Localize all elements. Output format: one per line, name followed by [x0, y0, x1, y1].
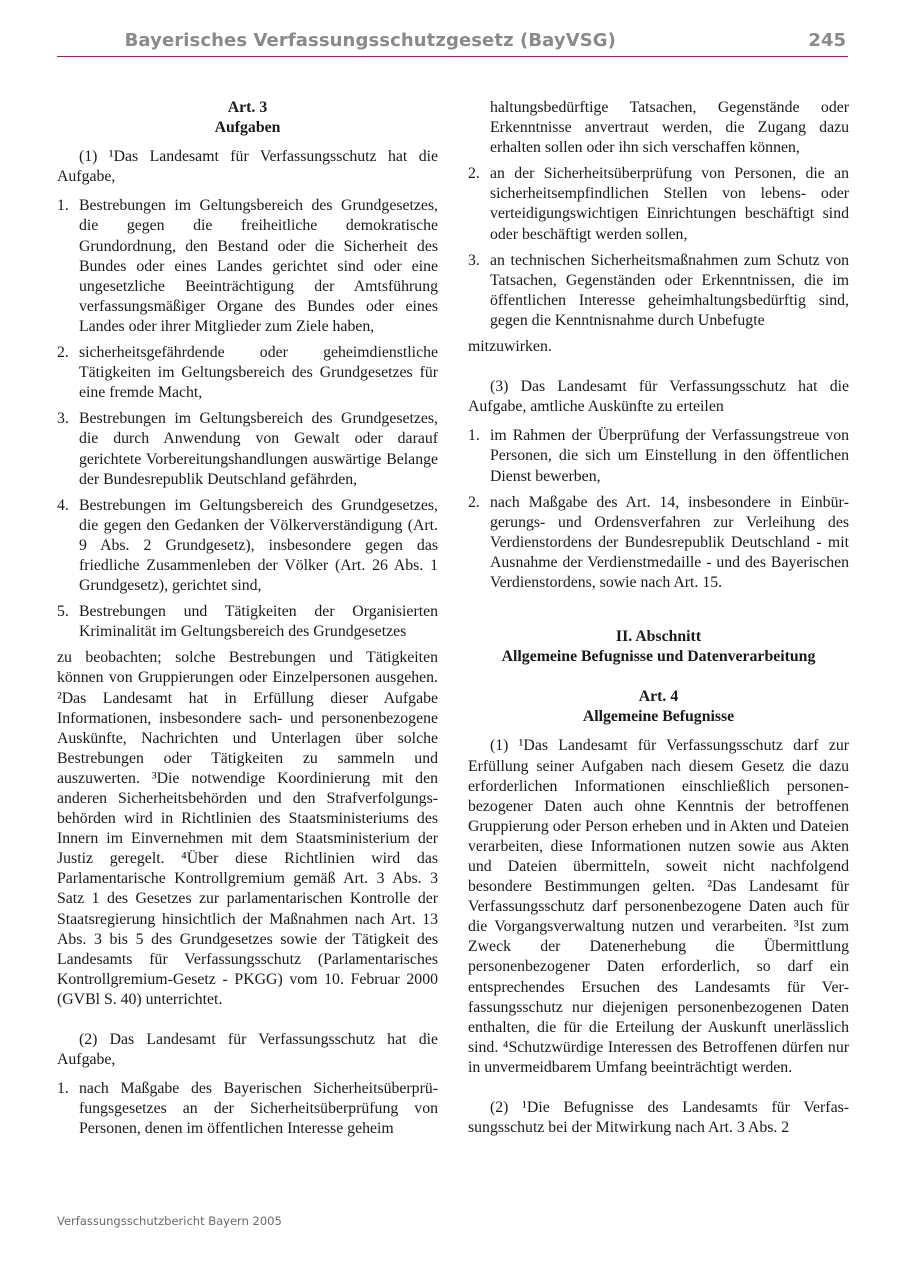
list-item-text: Bestrebungen und Tätigkeiten der Organisierten Kriminalität im Geltungsbereich des Grundgesetzes — [79, 603, 438, 641]
list-item — [57, 496, 438, 596]
list-item-text: Bestrebungen im Geltungsbereich des Grundgesetzes, die durch Anwendung von Gewalt oder darauf gerichtete Vorbereitungshandlungen auswärtige Belange der Bundesrepublik Deutschland gefährden, — [79, 410, 438, 488]
list-item-number: 5. — [57, 603, 69, 621]
art3-paragraph-1-intro: (1) ¹Das Landesamt für Verfassungsschutz hat die Aufgabe, — [57, 148, 438, 186]
list-item-number: 3. — [57, 410, 69, 428]
list-item-text: haltungsbedürftige Tatsachen, Gegenstände oder Erkenntnisse anvertraut werden, die Zugang dazu erhalten sollen oder ihn sich verschaffen können, — [490, 99, 849, 157]
art4-paragraph-2: (2) ¹Die Befugnisse des Landesamts für Verfassungsschutz bei der Mitwirkung nach Art. 3 Abs. 2 — [468, 1099, 849, 1137]
article-3-title: Art. 3 — [227, 99, 268, 116]
art3-paragraph-3-intro: (3) Das Landesamt für Verfassungsschutz hat die Aufgabe, amtliche Auskünfte zu erteilen — [468, 378, 849, 416]
list-item-number: 1. — [57, 197, 69, 215]
running-header — [57, 28, 848, 57]
art3-paragraph-2-list-continued — [468, 98, 849, 331]
list-item-text: nach Maßgabe des Art. 14, insbesondere in Einbürgerungs- und Ordensverfahren zur Verleihung des Verdienstordens der Bundesrepublik Deutschland - mit Ausnahme der Verdienstmedaille - und des Bayerischen Verdienstordens, sowie nach Art. 15. — [490, 493, 849, 591]
list-item-number: 2. — [468, 493, 480, 511]
article-4-title: Art. 4 — [638, 688, 679, 706]
list-item-number: 4. — [57, 496, 69, 514]
list-item — [468, 164, 849, 244]
art4-paragraph-1: (1) ¹Das Landesamt für Verfassungsschutz darf zur Erfüllung seiner Aufgaben nach diesem Gesetz die dazu erforderlichen Informationen einschließlich personenbezogener Daten auch ohne Kenntnis der betroffenen Gruppierung oder Person erheben und in Akten und Dateien verarbeiten, diese Informationen nutzen sowie aus Akten und Dateien übermitteln, soweit nicht nachfolgend besondere Bestimmungen gelten. ²Das Landesamt für Verfassungsschutz darf personenbezogene Daten auch für die Vorgangsverwaltung nutzen und verarbeiten. ³Ist zum Zweck der Datenerhebung die Übermittlung personenbezogener Daten erforderlich, so darf ein entsprechendes Ersuchen des Landesamts für Verfassungsschutz nur diejenigen personenbezogenen Daten enthalten, die für die Erteilung der Auskunft unerlässlich sind. ⁴Schutzwürdige Interessen des Betroffenen dürfen nur in unvermeidbarem Umfang beeinträchtigt werden. — [468, 737, 849, 1076]
list-item-text: nach Maßgabe des Bayerischen Sicherheitsüberprüfungsgesetzes an der Sicherheitsüberprüfung von Personen, denen im öffentlichen Interesse geheim — [79, 1080, 438, 1138]
list-item — [468, 251, 849, 331]
list-item — [468, 98, 849, 158]
list-item-text: an technischen Sicherheitsmaßnahmen zum Schutz von Tatsachen, Gegenständen oder Erkenntnissen, die im öffentlichen Interesse geheimhaltungsbedürftig sind, gegen die Kenntnisnahme durch Unbefugte — [490, 251, 849, 329]
list-item — [57, 409, 438, 489]
art3-paragraph-3-list — [468, 426, 849, 593]
list-item-number: 3. — [468, 251, 480, 269]
list-item-text: im Rahmen der Überprüfung der Verfassungstreue von Personen, die sich um Einstellung in den öffentlichen Dienst bewerben, — [490, 427, 849, 485]
art3-paragraph-2-list — [57, 1079, 438, 1139]
list-item-text: an der Sicherheitsüberprüfung von Personen, die an sicherheitsempfindlichen Stellen von lebens- oder verteidigungswichtigen Einrichtungen beschäftigt sind oder beschäftigt werden sollen, — [490, 165, 849, 243]
section-subtitle: Allgemeine Befugnisse und Datenverarbeitung — [501, 648, 816, 666]
list-item-text: Bestrebungen im Geltungsbereich des Grundgesetzes, die gegen die freiheitliche demokratische Grundordnung, den Bestand oder die Sicherheit des Bundes oder eines Landes gerichtet sind oder eine ungesetzliche Beeinträchtigung der Amtsführung verfassungsmäßiger Organe des Bundes oder eines Landes oder ihrer Mitglieder zum Ziele haben, — [79, 197, 438, 335]
page-number: 245 — [808, 30, 846, 51]
list-item-number: 2. — [57, 344, 69, 362]
list-item — [57, 1079, 438, 1139]
article-3-subtitle: Aufgaben — [214, 119, 281, 137]
right-column — [468, 98, 849, 1138]
art3-paragraph-2-intro: (2) Das Landesamt für Verfassungsschutz hat die Aufgabe, — [57, 1031, 438, 1069]
art3-paragraph-1-conclusion: zu beobachten; solche Bestrebungen und Tätigkeiten können von Gruppierungen oder Einzelpersonen ausgehen. ²Das Landesamt hat in Erfüllung dieser Aufgabe Informationen, insbesondere sach- und personenbezogene Auskünfte, Nachrichten und Unterlagen über solche Bestrebungen oder Tätigkeiten zu sammeln und auszuwerten. ³Die notwendige Koordinierung mit den anderen Sicherheitsbehörden und den Strafverfolgungsbehörden wird in Richtlinien des Staatsministeriums des Innern im Einvernehmen mit dem Staatsministerium der Justiz geregelt. ⁴Über diese Richtlinien wird das Parlamentarische Kontrollgremium gemäß Art. 3 Abs. 3 Satz 1 des Gesetzes zur parlamentarischen Kontrolle der Staatsregierung hinsichtlich der Maßnahmen nach Art. 13 Abs. 3 bis 5 des Grundgesetzes sowie der Tätigkeit des Landesamts für Verfassungsschutz (Parlamentarisches Kontrollgremium-Gesetz - PKGG) vom 10. Februar 2000 (GVBl S. 40) unterrichtet. — [57, 649, 438, 1008]
list-item-number: 1. — [57, 1080, 69, 1098]
list-item — [57, 196, 438, 337]
list-item — [468, 426, 849, 486]
list-item-text: sicherheitsgefährdende oder geheimdienstliche Tätigkeiten im Geltungsbereich des Grundgesetzes für eine fremde Macht, — [79, 344, 438, 402]
section-title: II. Abschnitt — [615, 628, 702, 646]
list-item-text: Bestrebungen im Geltungsbereich des Grundgesetzes, die gegen den Gedanken der Völkerverständigung (Art. 9 Abs. 2 Grundgesetz), insbesondere gegen das friedliche Zusammenleben der Völker (Art. 26 Abs. 1 Grundgesetz), gerichtet sind, — [79, 496, 438, 595]
left-column — [57, 98, 438, 1146]
article-4-subtitle: Allgemeine Befugnisse — [582, 708, 735, 726]
art3-paragraph-1-list — [57, 196, 438, 642]
list-item — [57, 343, 438, 403]
list-item — [57, 602, 438, 642]
header-title: Bayerisches Verfassungsschutzgesetz (BayVSG) — [124, 30, 616, 51]
list-item — [468, 493, 849, 593]
list-item-number: 2. — [468, 165, 480, 183]
page-footer: Verfassungsschutzbericht Bayern 2005 — [57, 1214, 282, 1228]
art3-paragraph-2-conclusion: mitzuwirken. — [468, 338, 552, 356]
list-item-number: 1. — [468, 427, 480, 445]
